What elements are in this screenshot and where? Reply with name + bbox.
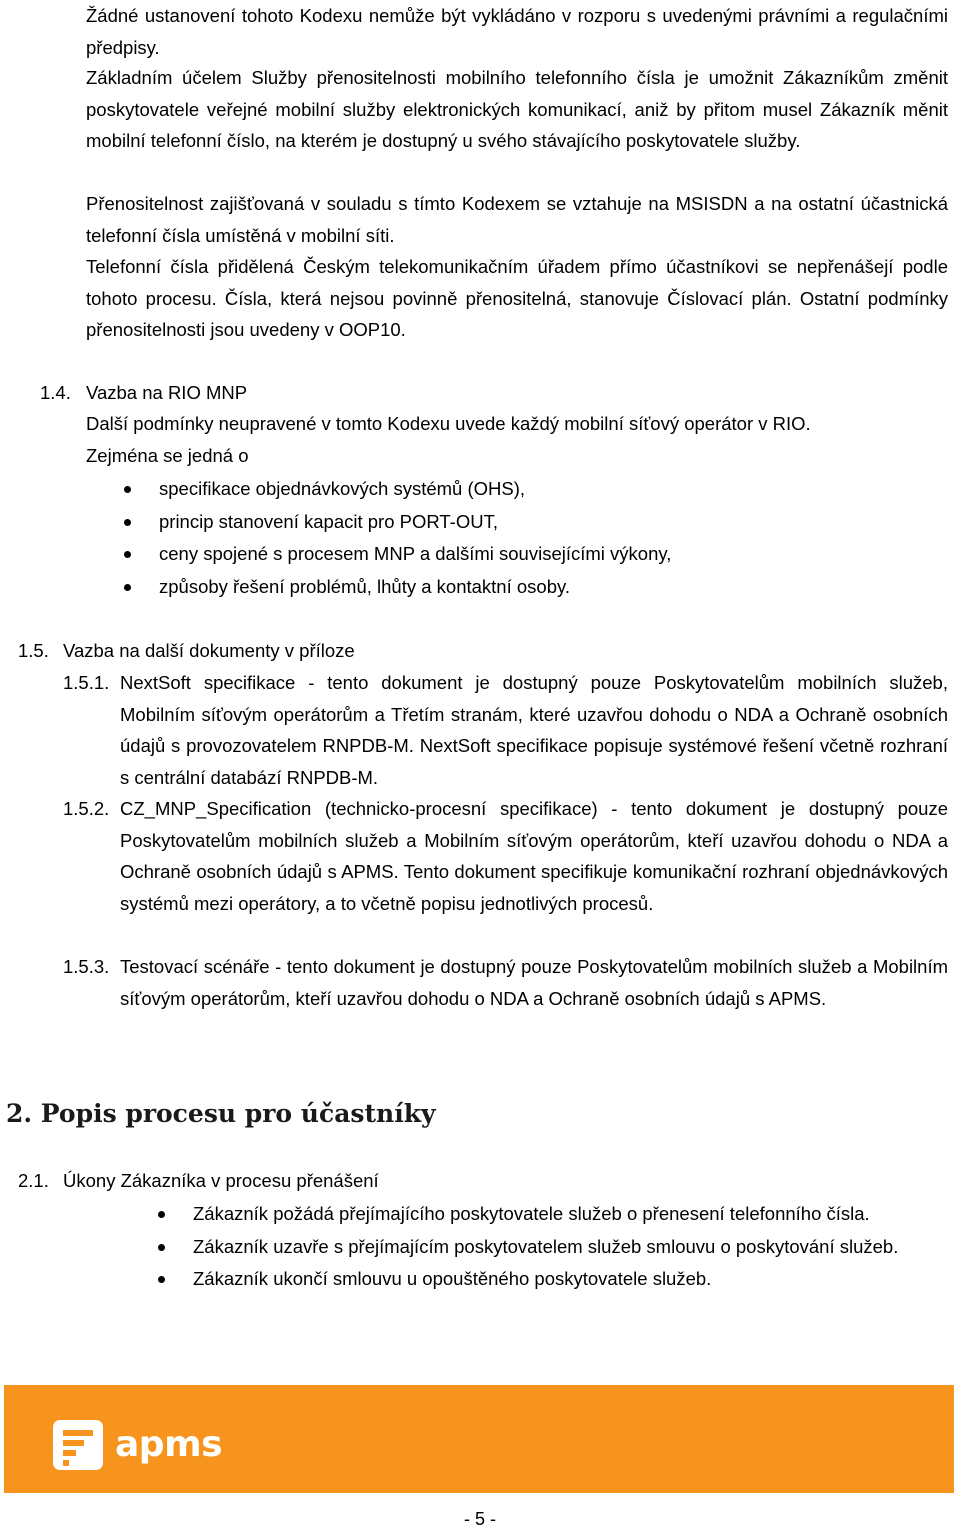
bullet-icon bbox=[124, 584, 131, 591]
section-1-5-title: Vazba na další dokumenty v příloze bbox=[63, 640, 355, 661]
section-1-4-bullet-list bbox=[159, 473, 949, 604]
paragraph-purpose: Základním účelem Služby přenositelnosti mobilního telefonního čísla je umožnit Zákazníkům změnit poskytovatele veřejné mobilní služby elektronických komunikací, aniž by přitom musel Zákazník měnit mobilní telefonní číslo, na kterém je dostupný u svého stávajícího poskytovatele služby. bbox=[86, 67, 948, 152]
page-number: - 5 - bbox=[463, 1509, 496, 1529]
bullet-icon bbox=[158, 1244, 165, 1251]
item-1-5-3-text: Testovací scénáře - tento dokument je dostupný pouze Poskytovatelům mobilních služeb a Mobilním síťovým operátorům, kteří uzavřou dohodu o NDA a Ochraně osobních údajů s APMS. bbox=[120, 956, 948, 1009]
section-1-4-title: Vazba na RIO MNP bbox=[86, 382, 248, 403]
paragraph-portability-scope: Přenositelnost zajišťovaná v souladu s tímto Kodexem se vztahuje na MSISDN a na ostatní účastnická telefonní čísla umístěná v mobilní síti. bbox=[86, 193, 948, 246]
section-2-1-number: 2.1. bbox=[18, 1170, 49, 1191]
section-1-4-number: 1.4. bbox=[40, 382, 71, 403]
bullet-icon bbox=[158, 1211, 165, 1218]
apms-logo bbox=[53, 1420, 222, 1470]
apms-logo-icon bbox=[53, 1420, 103, 1470]
paragraph-legal-compliance: Žádné ustanovení tohoto Kodexu nemůže být vykládáno v rozporu s uvedenými právními a regulačními předpisy. bbox=[86, 5, 948, 58]
section-1-5-number: 1.5. bbox=[18, 640, 49, 661]
list-item: Zákazník požádá přejímajícího poskytovatele služeb o přenesení telefonního čísla. bbox=[193, 1198, 948, 1230]
bullet-icon bbox=[158, 1276, 165, 1283]
bullet-icon bbox=[124, 551, 131, 558]
list-item: způsoby řešení problémů, lhůty a kontaktní osoby. bbox=[159, 571, 949, 604]
item-1-5-2-number: 1.5.2. bbox=[63, 798, 110, 819]
section-2-1-bullet-list bbox=[193, 1198, 948, 1295]
section-1-4-line1: Další podmínky neupravené v tomto Kodexu uvede každý mobilní síťový operátor v RIO. bbox=[86, 413, 811, 434]
bullet-icon bbox=[124, 486, 131, 493]
paragraph-excluded-numbers: Telefonní čísla přidělená Českým telekomunikačním úřadem přímo účastníkovi se nepřenášejí podle tohoto procesu. Čísla, která nejsou povinně přenositelná, stanovuje Číslovací plán. Ostatní podmínky přenositelnosti jsou uvedeny v OOP10. bbox=[86, 256, 948, 341]
item-1-5-1-text: NextSoft specifikace - tento dokument je dostupný pouze Poskytovatelům mobilních služeb, Mobilním síťovým operátorům a Třetím stranám, které uzavřou dohodu o NDA a Ochraně osobních údajů s provozovatelem RNPDB-M. NextSoft specifikace popisuje systémové řešení včetně rozhraní s centrální databází RNPDB-M. bbox=[120, 672, 948, 788]
list-item: ceny spojené s procesem MNP a dalšími souvisejícími výkony, bbox=[159, 538, 949, 571]
list-item: specifikace objednávkových systémů (OHS), bbox=[159, 473, 949, 506]
item-1-5-1-number: 1.5.1. bbox=[63, 672, 110, 693]
footer-brand-band bbox=[4, 1385, 954, 1493]
list-item: Zákazník uzavře s přejímajícím poskytovatelem služeb smlouvu o poskytování služeb. bbox=[193, 1231, 948, 1263]
item-1-5-3-number: 1.5.3. bbox=[63, 956, 110, 977]
list-item: Zákazník ukončí smlouvu u opouštěného poskytovatele služeb. bbox=[193, 1263, 948, 1295]
item-1-5-2-text: CZ_MNP_Specification (technicko-procesní specifikace) - tento dokument je dostupný pouze Poskytovatelům mobilních služeb a Mobilním síťovým operátorům, kteří uzavřou dohodu o NDA a Ochraně osobních údajů s APMS. Tento dokument specifikuje komunikační rozhraní objednávkových systémů mezi operátory, a to včetně popisu jednotlivých procesů. bbox=[120, 798, 948, 914]
bullet-icon bbox=[124, 519, 131, 526]
section-1-4-line2: Zejména se jedná o bbox=[86, 445, 249, 466]
section-2-1-title: Úkony Zákazníka v procesu přenášení bbox=[63, 1170, 379, 1191]
list-item: princip stanovení kapacit pro PORT-OUT, bbox=[159, 506, 949, 539]
chapter-2-heading: 2. Popis procesu pro účastníky bbox=[6, 1099, 436, 1128]
apms-logo-text: apms bbox=[115, 1424, 223, 1465]
